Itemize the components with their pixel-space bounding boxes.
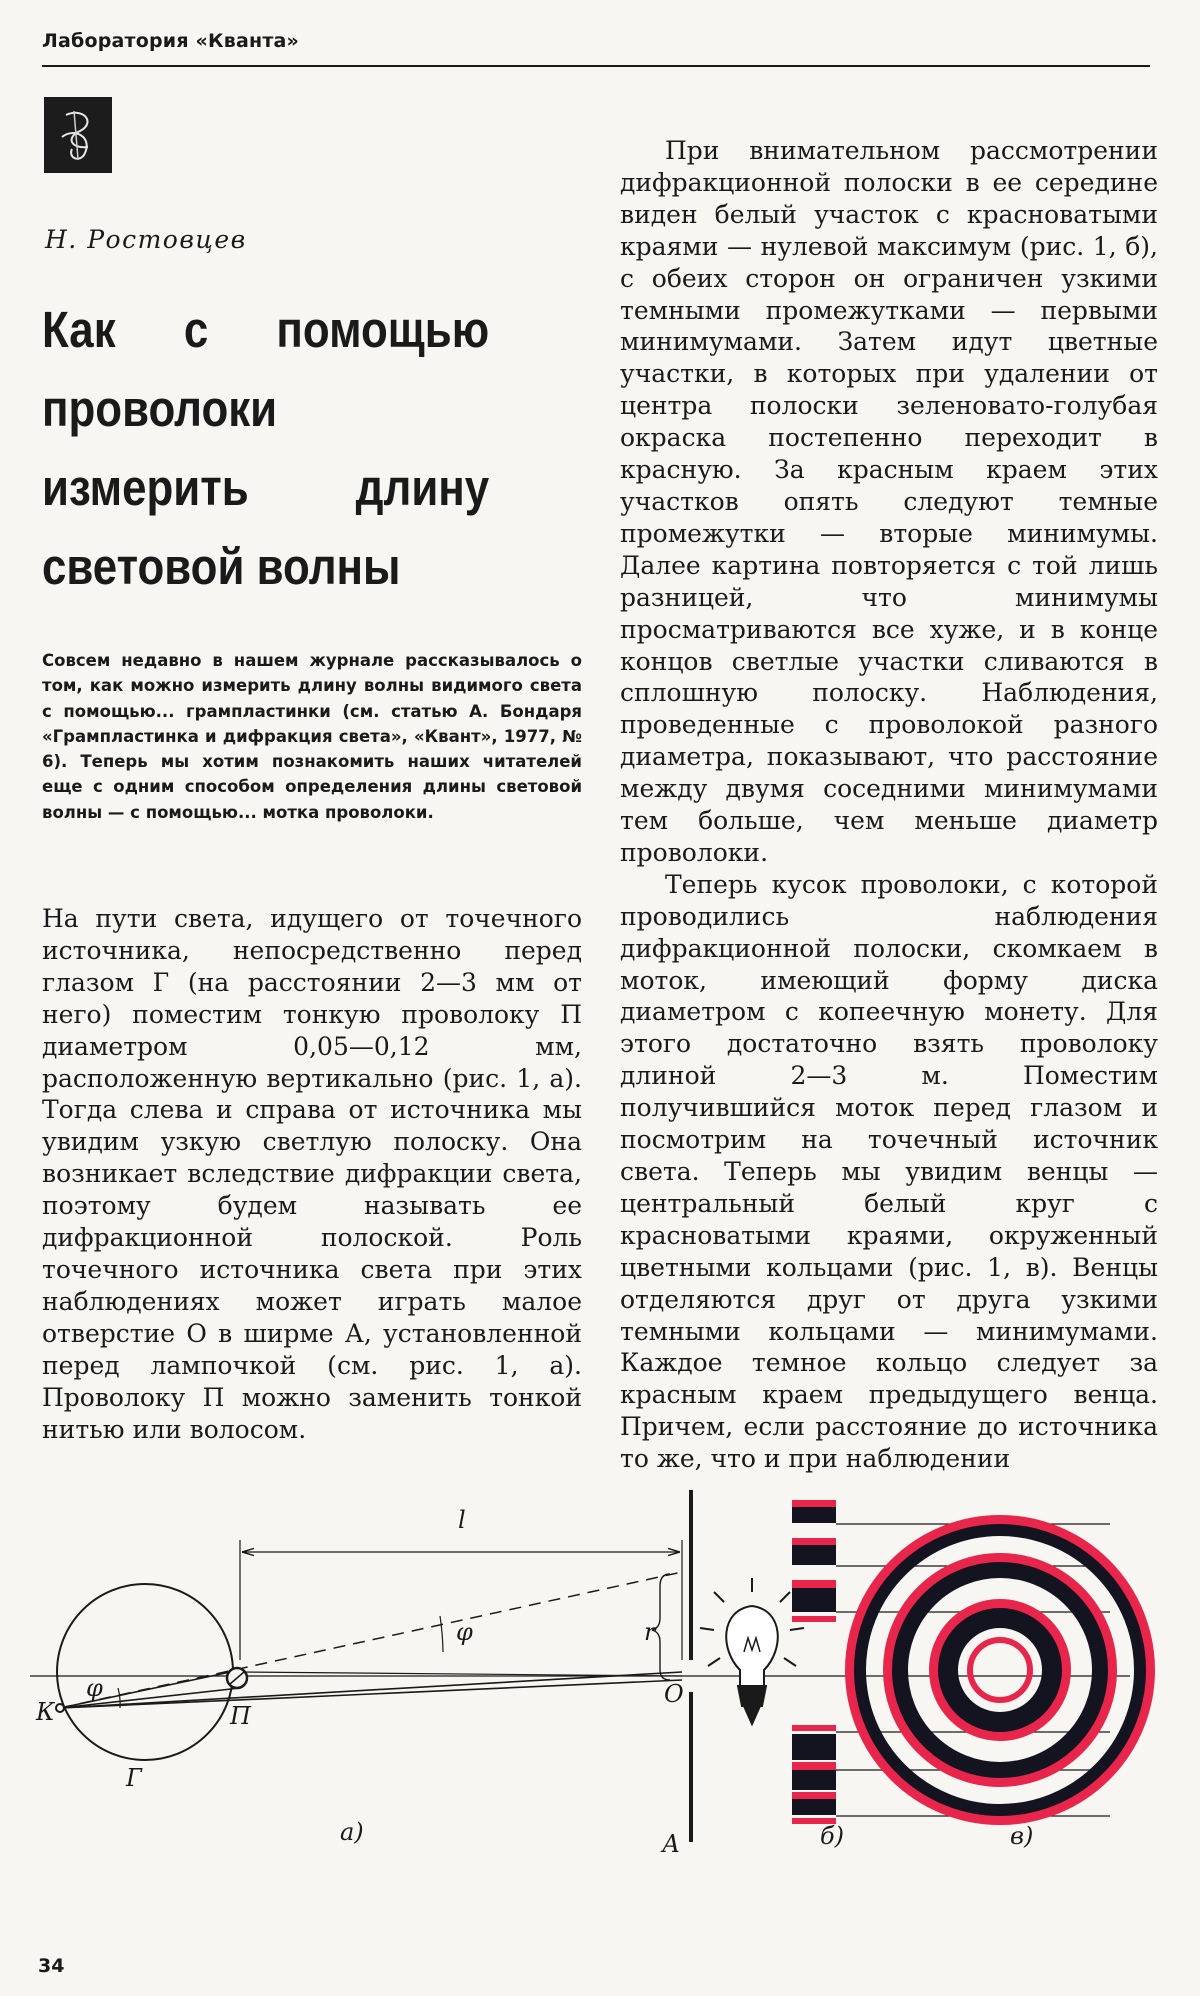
ray-lower [60, 1680, 682, 1708]
screen-icon [689, 1490, 693, 1660]
title-line: световой волны [42, 538, 401, 595]
eye-icon [57, 1584, 233, 1760]
body-paragraph: На пути света, идущего от точечного источника, непосредственно перед глазом Г (на расстоянии 2—3 мм от него) поместим тонкую проволоку П диаметром 0,05—0,12 мм, расположенную вертикально (рис. 1, а). Тогда слева и справа от источника мы увидим узкую светлую полоску. Она возникает вследствие дифракции света, поэтому будем называть ее дифракционной полоской. Роль точечного источника света при этих наблюдениях может играть малое отверстие О в ширме А, установленной перед лампочкой (см. рис. 1, а). Проволоку П можно заменить тонкой нитью или волосом. [42, 904, 582, 1444]
label-G: Г [126, 1764, 142, 1792]
label-r: r [644, 1618, 656, 1646]
stripe-band [792, 1762, 836, 1790]
stripe-band [792, 1500, 836, 1523]
magazine-section-emblem-icon [44, 97, 112, 173]
label-phi-eye: φ [86, 1674, 103, 1702]
stripe-band [792, 1792, 836, 1815]
left-column [42, 903, 582, 1445]
header-rule [42, 65, 1150, 67]
label-A: А [662, 1830, 681, 1858]
point-K [56, 1704, 64, 1712]
label-l: l [458, 1506, 466, 1534]
ray-upper [60, 1672, 682, 1708]
stripe-band [792, 1580, 836, 1612]
right-column [620, 135, 1158, 1475]
label-K: К [36, 1698, 55, 1726]
light-bulb-icon [700, 1578, 804, 1724]
caption-a: а) [340, 1818, 364, 1846]
title-line: измерить длину [42, 459, 490, 516]
figure-1 [30, 1480, 1170, 1860]
article-author: Н. Ростовцев [45, 225, 247, 254]
caption-v: в) [1010, 1822, 1034, 1850]
label-O: О [664, 1680, 684, 1708]
title-line: проволоки [42, 380, 278, 437]
title-line: Как с помощью [42, 301, 490, 358]
angle-arc-phi [440, 1616, 443, 1652]
caption-b: б) [820, 1822, 845, 1850]
article-lead: Совсем недавно в нашем журнале рассказывалось о том, как можно измерить длину волны видимого света с помощью... грампластинки (см. статью А. Бондаря «Грампластинка и дифракция света», «Квант», 1977, № 6). Теперь мы хотим познакомить наших читателей еще с одним способом определения длины световой волны — с помощью... мотка проволоки. [42, 651, 582, 822]
article-title [42, 290, 489, 606]
label-P: П [230, 1702, 251, 1730]
running-head: Лаборатория «Кванта» [42, 30, 300, 52]
stripe-band [792, 1725, 836, 1760]
label-phi-top: φ [456, 1618, 473, 1646]
page-number: 34 [38, 1955, 65, 1977]
body-paragraph: Теперь кусок проволоки, с которой проводились наблюдения дифракционной полоски, скомкаем в моток, имеющий форму диска диаметром с копеечную монету. Для этого достаточно взять проволоку длиной 2—3 м. Поместим получившийся моток перед глазом и посмотрим на точечный источник света. Теперь мы увидим венцы — центральный белый круг с красноватыми краями, окруженный цветными кольцами (рис. 1, в). Венцы отделяются друг от друга узкими темными кольцами — минимумами. Каждое темное кольцо следует за красным краем предыдущего венца. Причем, если расстояние до источника то же, что и при наблюдении [620, 869, 1158, 1474]
diagram-a [30, 1490, 1130, 1842]
diffraction-rings-icon [850, 1520, 1150, 1820]
body-paragraph: При внимательном рассмотрении дифракционной полоски в ее середине виден белый участок с красноватыми краями — нулевой максимум (рис. 1, б), с обеих сторон он ограничен узкими темными промежутками — первыми минимумами. Затем идут цветные участки, в которых при удалении от центра полоски зеленовато-голубая окраска постепенно переходит в красную. За красным краем этих участков опять следуют темные промежутки — вторые минимумы. Далее картина повторяется с той лишь разницей, что минимумы просматриваются все хуже, и в конце концов светлые участки сливаются в сплошную полоску. Наблюдения, проведенные с проволокой разного диаметра, показывают, что расстояние между двумя соседними минимумами тем больше, чем меньше диаметр проволоки. [620, 136, 1158, 867]
stripe-band [792, 1538, 836, 1565]
stripe-band [792, 1616, 836, 1622]
